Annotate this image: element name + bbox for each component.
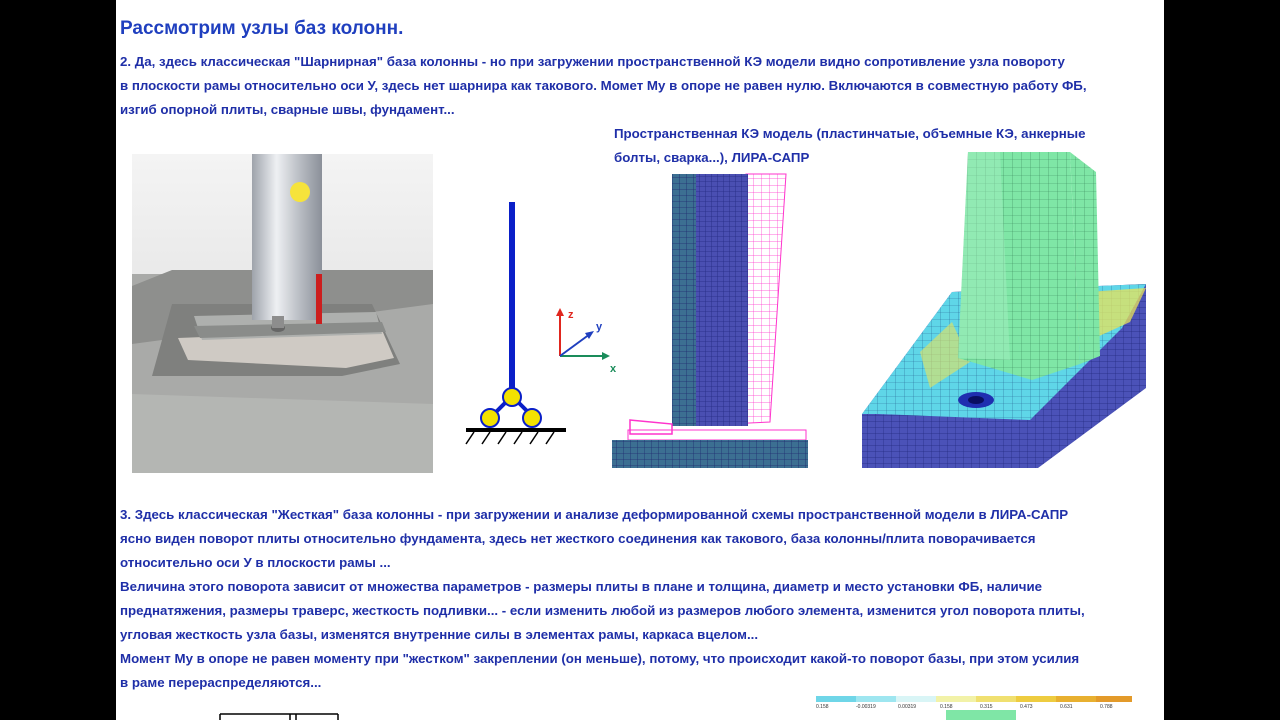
scale-label: 0.158 [940,704,953,710]
axis-x-label: x [610,363,617,375]
slide-title: Рассмотрим узлы баз колонн. [120,18,404,39]
scale-label: 0.788 [1100,704,1113,710]
axis-y-label: y [596,321,603,333]
scale-label: 0.158 [816,704,829,710]
fe-caption-line: болты, сварка...), ЛИРА-САПР [614,150,810,165]
section-3-line: Момент Му в опоре не равен моменту при "жестком" закреплении (он меньше), потому, что происходит какой-то поворот базы, при этом усилия [120,651,1080,666]
fe-caption-line: Пространственная КЭ модель (пластинчатые, объемные КЭ, анкерные [614,126,1086,141]
scale-label: 0.631 [1060,704,1073,710]
section-2-text [120,50,1087,122]
section-2-line: изгиб опорной плиты, сварные швы, фундамент... [120,102,455,117]
section-3-line: преднатяжения, размеры траверс, жесткость подливки... - если изменить любой из размеров любого элемента, изменится угол поворота плиты, [120,603,1085,618]
bottom-partial-drawing [216,708,346,720]
color-scale-bar [816,694,1136,720]
section-3-line: относительно оси У в плоскости рамы ... [120,555,391,570]
section-3-line: в раме перераспределяются... [120,675,322,690]
coordinate-axes [548,304,618,376]
section-3-line: угловая жесткость узла базы, изменятся внутренние силы в элементах рамы, каркаса вцелом... [120,627,759,642]
scale-label: 0.473 [1020,704,1033,710]
section-3-line: Величина этого поворота зависит от множества параметров - размеры плиты в плане и толщина, диаметр и место установки ФБ, наличие [120,579,1043,594]
fe-mesh-side-view [610,172,816,470]
scale-label: 0.315 [980,704,993,710]
section-2-line: в плоскости рамы относительно оси У, здесь нет шарнира как такового. Момет Му в опоре не равен нулю. Включаются в совместную работу ФБ, [120,78,1087,93]
axis-z-label: z [568,309,574,321]
section-3-line: 3. Здесь классическая "Жесткая" база колонны - при загружении и анализе деформированной схемы пространственной модели в ЛИРА-САПР [120,507,1069,522]
section-2-line: 2. Да, здесь классическая "Шарнирная" база колонны - но при загружении пространственной КЭ модели видно сопротивление узла повороту [120,54,1065,69]
section-3-line: ясно виден поворот плиты относительно фундамента, здесь нет жесткого соединения как такового, база колонны/плита поворачивается [120,531,1036,546]
slide-page [116,0,1164,720]
scale-label: -0.00319 [856,704,876,710]
scale-label: 0.00319 [898,704,917,710]
pinned-base-3d-render [132,154,433,473]
fe-3d-stress-model [860,152,1148,470]
section-3-text [120,503,1085,695]
